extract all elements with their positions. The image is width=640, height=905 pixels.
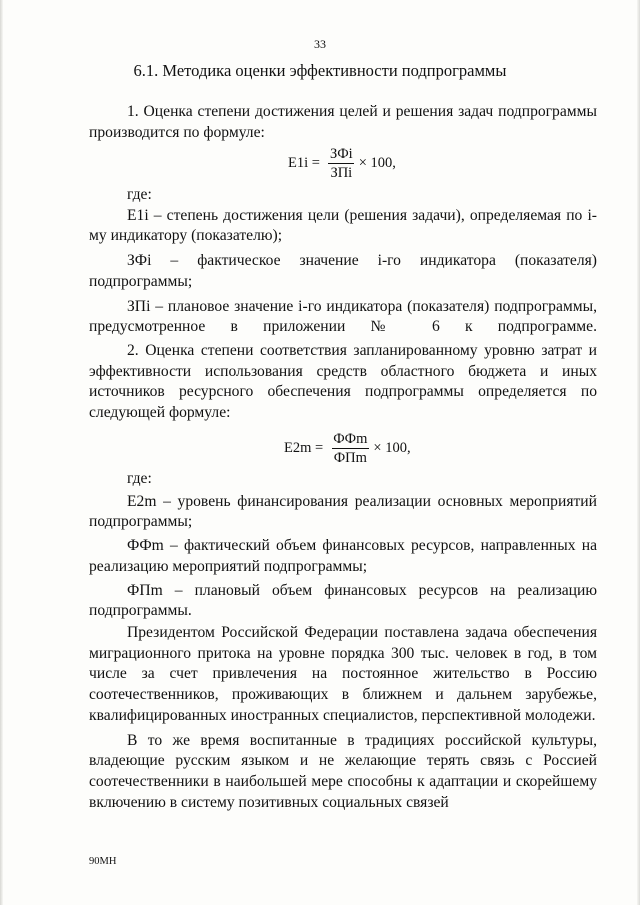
formula-e1i bbox=[288, 146, 396, 181]
formula1-name: E1i = bbox=[288, 155, 320, 171]
formula2-multiplier: × 100, bbox=[373, 440, 411, 456]
formula1-fraction bbox=[328, 146, 355, 181]
footer-code: 90МН bbox=[89, 856, 117, 867]
def-zpi: ЗПi – плановое значение i-го индикатора (показателя) подпрограммы, предусмотренное в приложении № 6 к подпрограмме. bbox=[89, 297, 597, 336]
page-number: 33 bbox=[314, 37, 326, 51]
formula1-denominator: ЗПi bbox=[330, 165, 353, 181]
paragraph-president: Президентом Российской Федерации поставлена задача обеспечения миграционного притока на уровне порядка 300 тыс. человек в год, в том числе за счет привлечения на постоянное жительство в Россию соотечественников, проживающих в ближнем и дальнем зарубежье, квалифицированных иностранных специалистов, перспективной молодежи. bbox=[89, 624, 597, 724]
def-zfi: ЗФi – фактическое значение i-го индикатора (показателя) подпрограммы; bbox=[89, 252, 597, 290]
section-title: 6.1. Методика оценки эффективности подпрограммы bbox=[133, 61, 507, 80]
formula2-denominator: ФПm bbox=[333, 450, 367, 466]
def-e1i: E1i – степень достижения цели (решения задачи), определяемая по i-му индикатору (показателю); bbox=[89, 206, 597, 245]
block-narrative bbox=[89, 623, 597, 813]
paragraph-compatriots: В то же время воспитанные в традициях российской культуры, владеющие русским языком и не желающие терять связь с Россией соотечественники в наибольшей мере способны к адаптации и скорейшему включению в систему позитивных социальных связей bbox=[89, 731, 597, 811]
formula1-multiplier: × 100, bbox=[358, 155, 396, 171]
item1-paragraph: 1. Оценка степени достижения целей и решения задач подпрограммы производится по формуле: bbox=[89, 103, 597, 141]
where-label-1: где: bbox=[127, 186, 152, 203]
formula2-name: E2m = bbox=[284, 440, 324, 456]
block-definitions2 bbox=[89, 469, 597, 622]
def-ffm: ФФm – фактический объем финансовых ресурсов, направленных на реализацию мероприятий подпрограммы; bbox=[89, 537, 597, 575]
formula-e2m bbox=[284, 431, 411, 466]
def-fpm: ФПm – плановый объем финансовых ресурсов на реализацию подпрограммы. bbox=[89, 581, 597, 620]
formula2-fraction bbox=[331, 431, 369, 466]
formula1-numerator: ЗФi bbox=[329, 146, 353, 162]
formula2-numerator: ФФm bbox=[333, 431, 368, 447]
block-definitions1 bbox=[89, 185, 597, 338]
scan-edge-left bbox=[0, 0, 3, 905]
block-item1 bbox=[89, 102, 597, 143]
def-e2m: E2m – уровень финансирования реализации основных мероприятий подпрограммы; bbox=[89, 492, 597, 531]
item2-paragraph: 2. Оценка степени соответствия запланированному уровню затрат и эффективности использования средств областного бюджета и иных источников ресурсного обеспечения подпрограммы определяется по следующей формуле: bbox=[89, 342, 597, 422]
where-label-2: где: bbox=[127, 470, 152, 487]
block-item2 bbox=[89, 341, 597, 424]
